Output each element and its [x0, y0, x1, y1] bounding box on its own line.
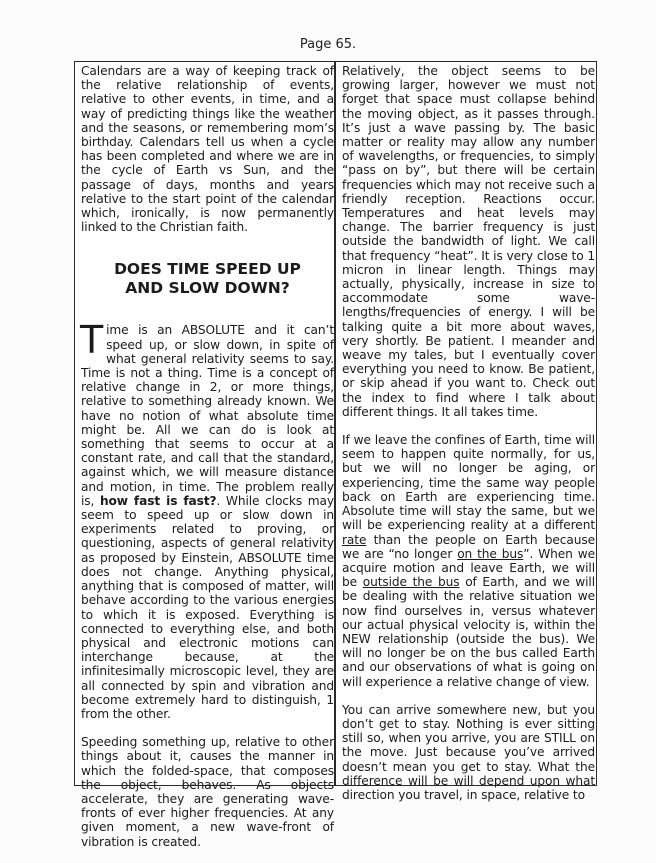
paragraph-text: of Earth, and we will be dealing with the relative situation we now find ourselves in, versus whatever our actual physical velocity is, within the NEW relationship (outside the bus). We will no longer be on the bus called Earth and our observations of what is going on will experience a relative change of view.: [342, 575, 596, 689]
paragraph-text: than the people on Earth because we are “no longer: [342, 532, 595, 561]
page-number: Page 65.: [299, 37, 357, 52]
section-heading: [81, 260, 334, 298]
paragraph-arrive: You can arrive somewhere new, but you don’t get to stay. Nothing is ever sitting still so, when you arrive, you are STILL on the move. Just because you’ve arrived doesn’t mean you get to stay. What the difference will be will depend upon what direction you travel, in space, relative to: [342, 702, 595, 802]
section-heading-line1: DOES TIME SPEED UP: [114, 260, 301, 279]
paragraph-text: ime is an ABSOLUTE and it can’t speed up, or slow down, in spite of what general relativity seems to say. Time is not a thing. Time is a concept of relative change in 2, or more things, relative to something already known. We have no notion of what absolute time might be. All we can do is look at something that seems to occur at a constant rate, and call that the standard, against which, we will measure distance and motion, in time. The problem really is,: [81, 323, 334, 508]
bold-phrase: how fast is fast?: [99, 493, 217, 508]
section-heading-line2: AND SLOW DOWN?: [125, 279, 290, 298]
paragraph-time-absolute: [80, 318, 334, 721]
paragraph-text: ”. When we acquire motion and leave Earth, we will be: [342, 546, 595, 590]
column-divider: [334, 61, 336, 786]
paragraph-text: If we leave the confines of Earth, time will seem to happen quite normally, for us, but we will no longer be aging, or experiencing, time the same way people back on Earth are experiencing time. Absolute time will stay the same, but we will be experiencing reality at a different: [342, 433, 595, 533]
paragraph-text: . While clocks may seem to speed up or slow down in experiments related to proving, or questioning, aspects of general relativity as proposed by Einstein, ABSOLUTE time does not change. Anything physical, anything that is composed of matter, will behave according to the various energies to which it is exposed. Everything is connected to everything else, and both physical and electronic motions can interchange because, at the infinitesimally microscopic level, they are all connected by spin and vibration and become extremely hard to distinguish, 1 from the other.: [81, 493, 334, 721]
drop-cap: T: [80, 318, 104, 363]
paragraph-speeding: Speeding something up, relative to other things about it, causes the manner in which the folded-space, that composes the object, behaves. As objects accelerate, they are generating wave-fronts of ever higher frequencies. At any given moment, a new wave-front of vibration is created.: [81, 735, 334, 849]
left-column: [81, 64, 334, 863]
underlined-phrase: on the bus: [457, 546, 524, 561]
paragraph-relatively: Relatively, the object seems to be growing larger, however we must not forget that space must collapse behind the moving object, as it passes through. It’s just a wave passing by. The basic matter or reality may allow any number of wavelengths, or frequencies, to simply “pass on by”, but there will be certain frequencies which may not receive such a friendly reception. Reactions occur. Temperatures and heat levels may change. The barrier frequency is just outside the bandwidth of light. We call that frequency “heat”. It is very close to 1 micron in linear length. Things may actually, physically, increase in size to accommodate some wave-lengths/frequencies of energy. I will be talking quite a bit more about waves, very shortly. Be patient. I meander and weave my tales, but I eventually cover everything you need to know. Be patient, or skip ahead if you want to. Check out the index to find where I talk about different things. It all takes time.: [342, 64, 595, 419]
underlined-phrase: rate: [342, 532, 367, 547]
paragraph-calendars: Calendars are a way of keeping track of the relative relationship of events, relative to other events, in time, and a way of predicting things like the weather and the seasons, or remembering mom’s birthday. Calendars tell us when a cycle has been completed and where we are in the cycle of Earth vs Sun, and the passage of days, months and years relative to the start point of the calendar which, ironically, is now permanently linked to the Christian faith.: [81, 64, 334, 235]
underlined-phrase: outside the bus: [362, 575, 460, 590]
paragraph-leave-earth: [342, 433, 595, 689]
right-column: [342, 64, 595, 816]
